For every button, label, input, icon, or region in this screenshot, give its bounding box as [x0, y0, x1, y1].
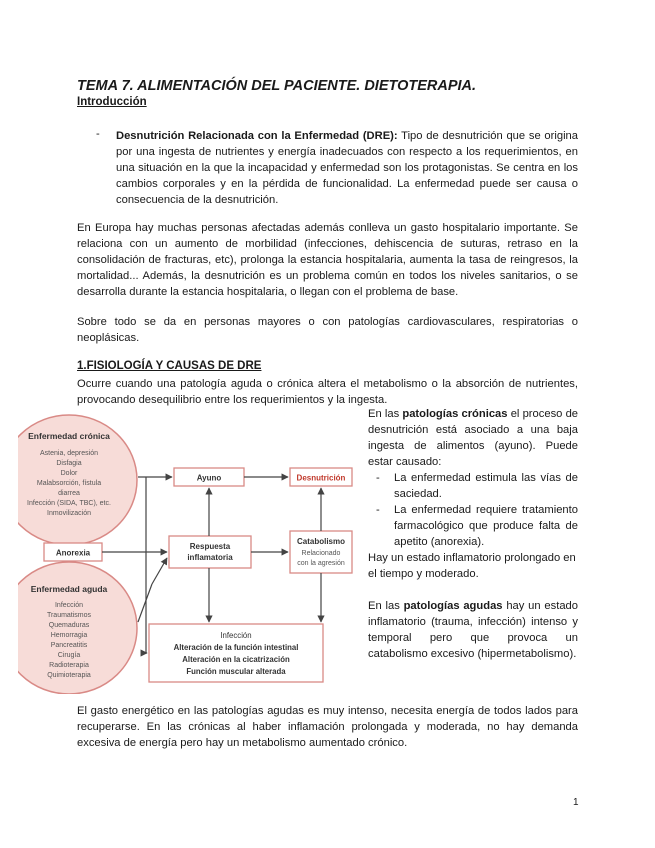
- catabolismo-sub-1: Relacionado: [301, 550, 341, 557]
- catabolismo-label: Catabolismo: [296, 537, 346, 546]
- desnutricion-label: Desnutrición: [296, 473, 346, 483]
- respuesta-box: [169, 536, 251, 568]
- dre-text: Tipo de desnutrición que se origina por una ingesta de nutrientes y energía inadecuados con respecto a los requerimientos, en una situación en la que la incapacidad y enfermedad son los protagonistas. Se centra en los cambios corporales y en la pérdida de funcionalidad. La enfermedad puede ser causa o consecuencia de la desnutrición.: [116, 130, 578, 206]
- chronic-term: patologías crónicas: [402, 408, 508, 420]
- chronic-causes-list: [368, 470, 578, 550]
- section-heading-fisiologia: 1.FISIOLOGÍA Y CAUSAS DE DRE: [77, 360, 262, 372]
- svg-text:Malabsorción, fístula: Malabsorción, fístula: [36, 480, 102, 487]
- inflammation-paragraph: Hay un estado inflamatorio prolongado en el tiempo y moderado.: [368, 552, 576, 580]
- acute-title: Enfermedad aguda: [30, 584, 108, 594]
- intro-heading: Introducción: [77, 96, 147, 108]
- svg-text:Traumatismos: Traumatismos: [46, 612, 92, 619]
- svg-text:Pancreatitis: Pancreatitis: [50, 642, 88, 649]
- svg-text:Inmovilización: Inmovilización: [47, 510, 91, 517]
- svg-text:Disfagia: Disfagia: [56, 460, 82, 467]
- section-intro: Ocurre cuando una patología aguda o crónica altera el metabolismo o la absorción de nutrientes, provocando desequilibrio entre los requerimientos y la ingesta.: [77, 378, 578, 406]
- acute-term: patologías agudas: [403, 600, 503, 612]
- respuesta-label: Respuesta: [189, 542, 231, 551]
- svg-text:Infección: Infección: [54, 602, 84, 609]
- svg-text:Alteración en la cicatrización: Alteración en la cicatrización: [182, 655, 290, 664]
- svg-text:Quemaduras: Quemaduras: [48, 622, 90, 629]
- paragraph-europe: En Europa hay muchas personas afectadas además conlleva un gasto hospitalario importante. Se relaciona con un aumento de morbilidad (infecciones, dehiscencia de suturas, retraso en la consolidación de fracturas, etc), prolonga la estancia hospitalaria, aumenta la tasa de reingresos, la mortalidad... Además, la desnutrición es un problema común en todos los niveles sanitarios, o se desarrolla durante la estancia hospitalaria, o llegan con el problema de base.: [77, 222, 578, 298]
- svg-text:Cirugía: Cirugía: [57, 652, 81, 659]
- dre-term: Desnutrición Relacionada con la Enfermedad (DRE):: [116, 130, 398, 142]
- svg-text:Astenia, depresión: Astenia, depresión: [40, 450, 98, 457]
- svg-text:Infección: Infección: [220, 631, 252, 640]
- bullet-dash: -: [96, 128, 100, 140]
- svg-text:Función muscular alterada: Función muscular alterada: [186, 667, 286, 676]
- paragraph-mayores: Sobre todo se da en personas mayores o con patologías cardiovasculares, respiratorias o neoplásicas.: [77, 316, 578, 344]
- svg-text:Radioterapia: Radioterapia: [49, 662, 89, 669]
- anorexia-label: Anorexia: [55, 548, 91, 558]
- list-item: - La enfermedad requiere tratamiento farmacológico que produce falta de apetito (anorexia).: [376, 504, 578, 548]
- document-title: TEMA 7. ALIMENTACIÓN DEL PACIENTE. DIETOTERAPIA.: [77, 78, 477, 94]
- svg-text:diarrea: diarrea: [58, 490, 80, 497]
- dre-definition: [116, 128, 578, 208]
- acute-paragraph: En las patologías agudas hay un estado inflamatorio (trauma, infección) intenso y temporal pero que provoca un catabolismo excesivo (hipermetabolismo).: [368, 600, 578, 660]
- paragraph-gasto: El gasto energético en las patologías agudas es muy intenso, necesita energía de todos lados para recuperarse. En las crónicas al haber inflamación prolongada y moderada, no hay demanda excesiva de energía pero hay un metabolismo aumentado crónico.: [77, 705, 578, 749]
- svg-text:Dolor: Dolor: [60, 470, 78, 477]
- chronic-title: Enfermedad crónica: [28, 431, 110, 441]
- list-item: - La enfermedad estimula las vías de saciedad.: [376, 472, 578, 500]
- svg-text:Quimioterapia: Quimioterapia: [47, 672, 91, 679]
- dre-diagram: [18, 412, 360, 694]
- catabolismo-sub-2: con la agresión: [297, 560, 345, 567]
- respuesta-label-2: inflamatoria: [187, 553, 233, 562]
- chronic-paragraph: En las patologías crónicas el proceso de desnutrición está asociado a una baja ingesta de alimentos (ayuno). Puede estar causado:: [368, 408, 579, 468]
- page-number: 1: [573, 797, 579, 808]
- svg-text:Infección (SIDA, TBC), etc.: Infección (SIDA, TBC), etc.: [27, 500, 111, 507]
- right-column: [368, 406, 578, 662]
- svg-text:Hemorragia: Hemorragia: [50, 632, 88, 639]
- ayuno-label: Ayuno: [196, 473, 222, 483]
- svg-text:Alteración de la función intes: Alteración de la función intestinal: [173, 643, 299, 652]
